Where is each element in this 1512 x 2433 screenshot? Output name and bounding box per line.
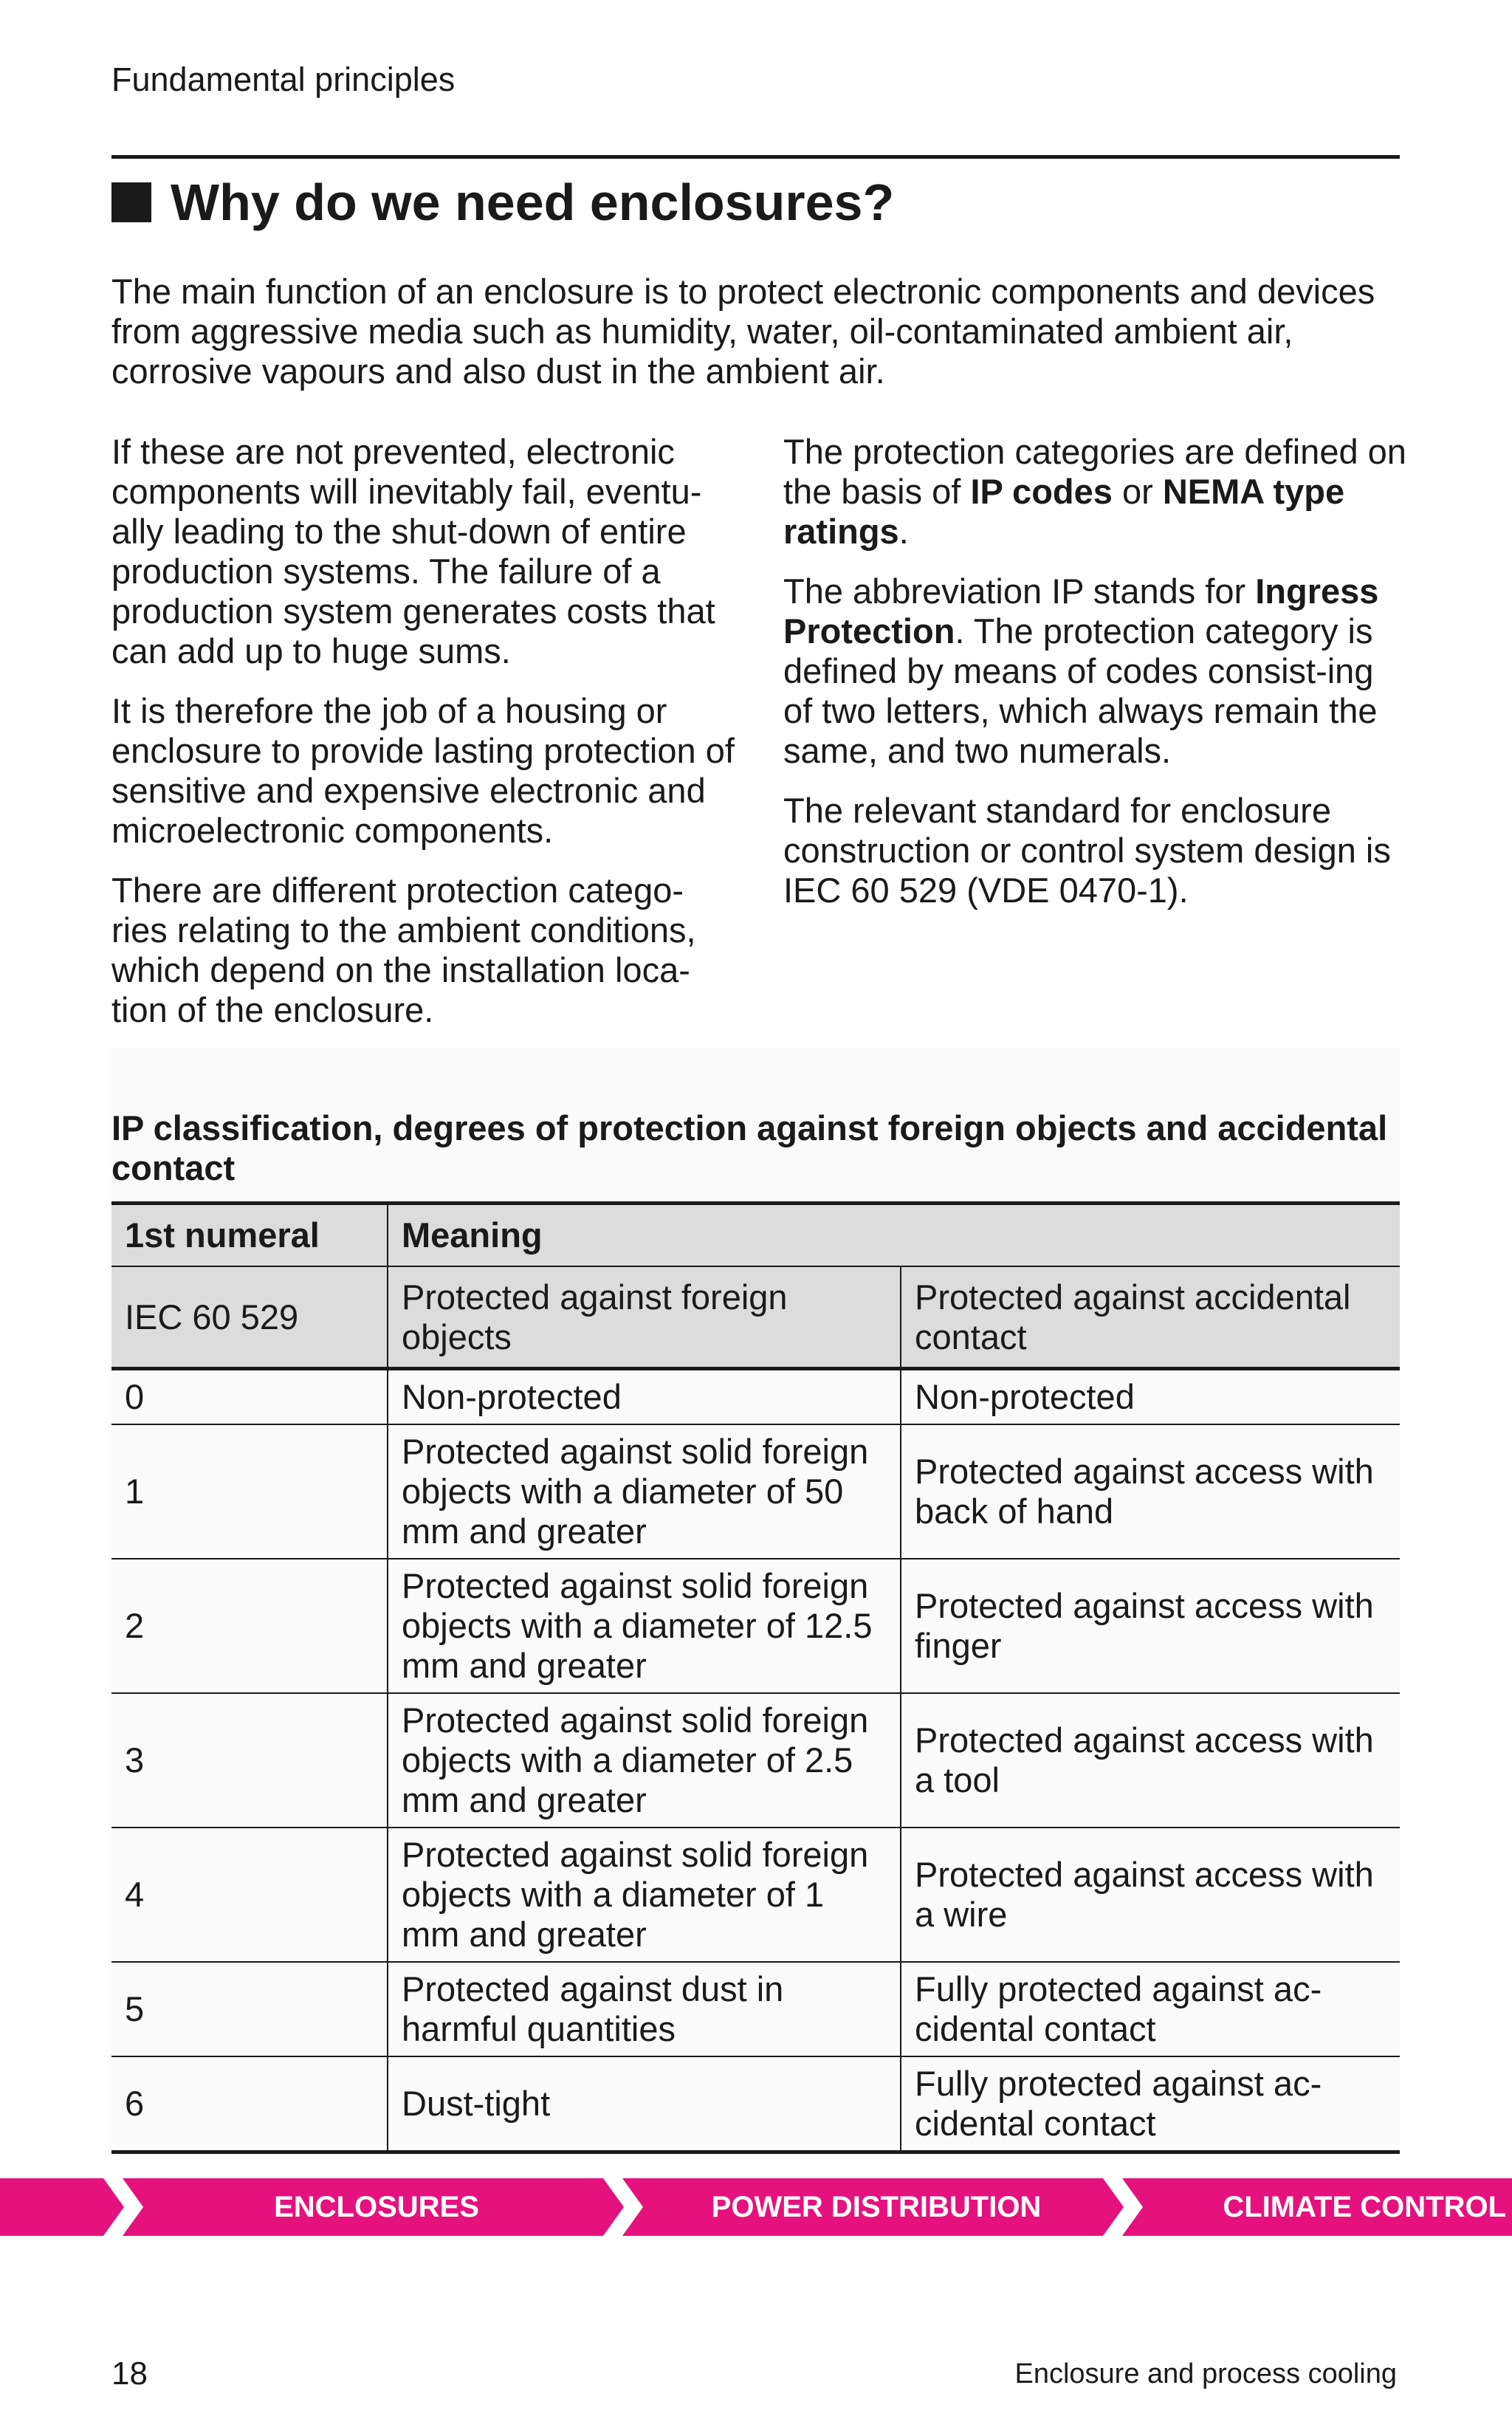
cell-numeral: 1: [111, 1424, 388, 1559]
table-title: IP classification, degrees of protection against foreign objects and accidental contact: [111, 1108, 1388, 1187]
cell-contact: Protected against access with finger: [901, 1559, 1400, 1693]
footer-title: Enclosure and process cooling: [1014, 2358, 1397, 2389]
cell-contact: Protected against access with back of hand: [901, 1424, 1400, 1559]
cell-contact: Fully protected against ac-cidental contact: [901, 2056, 1400, 2152]
left-column: [111, 432, 735, 1050]
table-row: [111, 1828, 1400, 1962]
table-row: [111, 1369, 1400, 1425]
subheader-standard: IEC 60 529: [111, 1266, 388, 1369]
right-paragraph-1: The protection categories are defined on the basis of IP codes or NEMA type ratings.: [783, 432, 1406, 551]
table-row: [111, 1424, 1400, 1559]
table-header-row: [111, 1204, 1400, 1267]
subheader-foreign-objects: Protected against foreign objects: [388, 1266, 901, 1369]
cell-numeral: 3: [111, 1693, 388, 1828]
nav-enclosures[interactable]: ENCLOSURES: [274, 2191, 479, 2223]
header-meaning: Meaning: [388, 1204, 1400, 1267]
category-navbar: [0, 2178, 1512, 2236]
top-rule: [111, 155, 1400, 159]
table-row: [111, 1693, 1400, 1828]
page-number: 18: [111, 2355, 148, 2392]
chevron-right-icon: [103, 2178, 143, 2236]
right-paragraph-3: The relevant standard for enclosure construction or control system design is IEC 60 529 (VDE 0470-1).: [783, 791, 1391, 910]
ingress-protection-term: Ingress Protection: [783, 572, 1379, 651]
cell-numeral: 5: [111, 1962, 388, 2056]
table-row: [111, 2056, 1400, 2152]
table-subheader-row: [111, 1266, 1400, 1369]
cell-foreign: Protected against solid foreign objects with a diameter of 50 mm and greater: [388, 1424, 901, 1559]
cell-contact: Protected against access with a tool: [901, 1693, 1400, 1828]
subheader-accidental-contact: Protected against accidental contact: [901, 1266, 1400, 1369]
cell-contact: Non-protected: [901, 1369, 1400, 1425]
cell-numeral: 0: [111, 1369, 388, 1425]
left-paragraph-3: There are different protection catego-ries relating to the ambient conditions, which depend on the installation loca-tion of the enclosure.: [111, 871, 696, 1029]
left-paragraph-2: It is therefore the job of a housing or enclosure to provide lasting protection of sensitive and expensive electronic and microelectronic components.: [111, 691, 735, 850]
cell-foreign: Protected against dust in harmful quantities: [388, 1962, 901, 2056]
section-label: Fundamental principles: [111, 61, 456, 98]
right-column: [783, 432, 1407, 930]
cell-foreign: Non-protected: [388, 1369, 901, 1425]
cell-foreign: Protected against solid foreign objects with a diameter of 12.5 mm and greater: [388, 1559, 901, 1693]
nav-power-distribution[interactable]: POWER DISTRIBUTION: [711, 2191, 1042, 2223]
page-heading: [111, 171, 894, 233]
cell-numeral: 2: [111, 1559, 388, 1693]
table-row: [111, 1559, 1400, 1693]
square-bullet-icon: [111, 182, 151, 222]
header-first-numeral: 1st numeral: [111, 1204, 388, 1267]
cell-foreign: Protected against solid foreign objects with a diameter of 2.5 mm and greater: [388, 1693, 901, 1828]
cell-foreign: Protected against solid foreign objects with a diameter of 1 mm and greater: [388, 1828, 901, 1962]
left-paragraph-1: If these are not prevented, electronic components will inevitably fail, eventu-ally leading to the shut-down of entire production systems. The failure of a production system generates costs that can add up to huge sums.: [111, 432, 715, 670]
table-row: [111, 1962, 1400, 2056]
cell-contact: Fully protected against ac-cidental contact: [901, 1962, 1400, 2056]
right-paragraph-2: The abbreviation IP stands for Ingress Protection. The protection category is defined by means of codes consist-ing of two letters, which always remain the same, and two numerals.: [783, 572, 1379, 770]
intro-paragraph: The main function of an enclosure is to protect electronic components and devices from aggressive media such as humidity, water, oil-contaminated ambient air, corrosive vapours and also dust in the ambient air.: [111, 272, 1375, 391]
page-title: Why do we need enclosures?: [171, 174, 895, 231]
cell-numeral: 6: [111, 2056, 388, 2152]
cell-foreign: Dust-tight: [388, 2056, 901, 2152]
nav-climate-control[interactable]: CLIMATE CONTROL: [1223, 2191, 1506, 2223]
ip-classification-table: [111, 1201, 1400, 2154]
ip-codes-term: IP codes: [970, 472, 1113, 511]
cell-numeral: 4: [111, 1828, 388, 1962]
cell-contact: Protected against access with a wire: [901, 1828, 1400, 1962]
nema-term: NEMA type ratings: [783, 472, 1345, 551]
